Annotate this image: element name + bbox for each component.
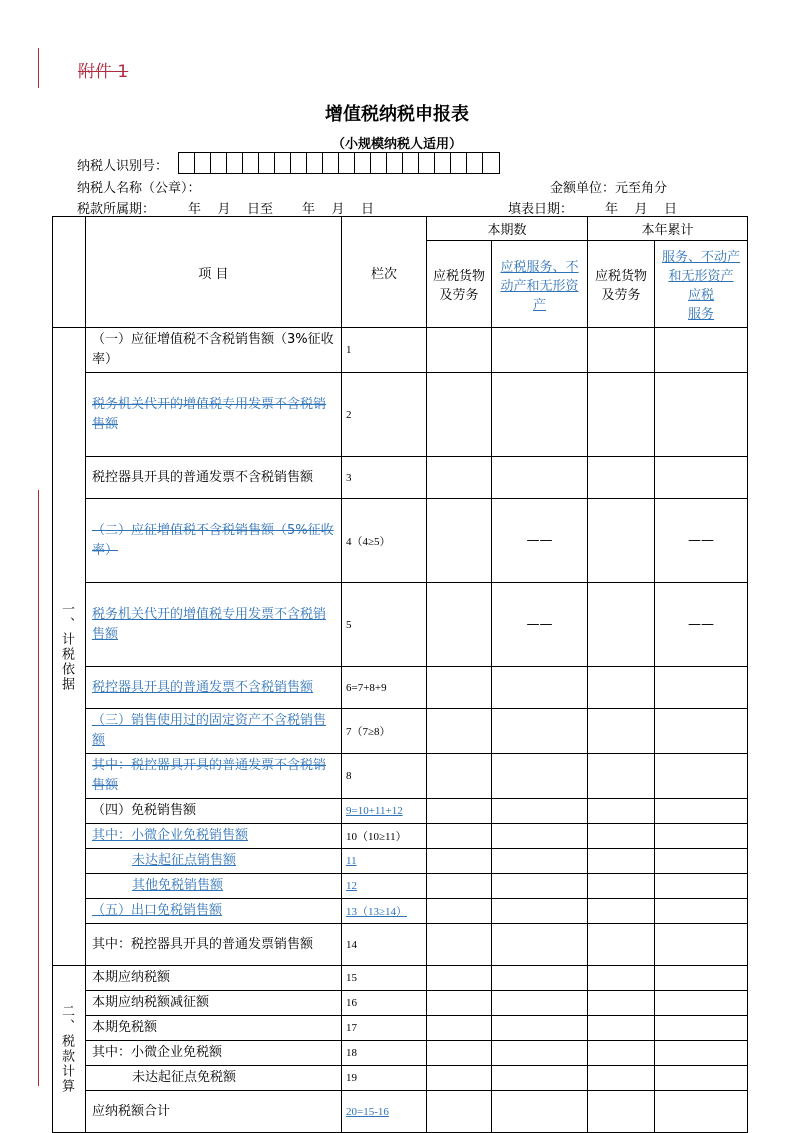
cell-13-b[interactable] — [492, 899, 588, 924]
cell-1-c[interactable] — [588, 328, 655, 373]
cell-2-c[interactable] — [588, 373, 655, 457]
cell-8-d[interactable] — [655, 754, 748, 799]
cell-11-b[interactable] — [492, 849, 588, 874]
row-item-3: 税控器具开具的普通发票不含税销售额 — [86, 457, 342, 499]
row-no-5: 5 — [342, 583, 427, 667]
cell-14-d[interactable] — [655, 924, 748, 966]
cell-16-c[interactable] — [588, 991, 655, 1016]
cell-2-d[interactable] — [655, 373, 748, 457]
section2-label: 二、税款计算 — [59, 1004, 74, 1094]
cell-4-c[interactable] — [588, 499, 655, 583]
dash-4-ytd: —— — [655, 499, 748, 583]
cell-19-c[interactable] — [588, 1066, 655, 1091]
cell-3-b[interactable] — [492, 457, 588, 499]
row-no-20: 20=15-16 — [342, 1091, 427, 1133]
row-no-14: 14 — [342, 924, 427, 966]
header-services-ytd: 服务、不动产和无形资产 应税 服务 — [655, 241, 748, 328]
cell-17-a[interactable] — [427, 1016, 492, 1041]
row-no-16: 16 — [342, 991, 427, 1016]
cell-1-a[interactable] — [427, 328, 492, 373]
margin-line-top — [38, 48, 39, 88]
header-services-current: 应税服务、不动产和无形资产 — [492, 241, 588, 328]
cell-2-a[interactable] — [427, 373, 492, 457]
cell-17-c[interactable] — [588, 1016, 655, 1041]
cell-19-b[interactable] — [492, 1066, 588, 1091]
section1-label: 一、计税依据 — [59, 601, 74, 692]
amount-unit: 金额单位：元至角分 — [550, 181, 668, 196]
cell-19-d[interactable] — [655, 1066, 748, 1091]
row-item-1: （一）应征增值税不含税销售额（3%征收率） — [86, 328, 342, 373]
fill-date-label: 填表日期： — [508, 202, 574, 217]
row-item-11: 未达起征点销售额 — [86, 849, 342, 874]
row-item-8: 其中：税控器具开具的普通发票不含税销售额 — [86, 754, 342, 799]
row-no-2: 2 — [342, 373, 427, 457]
cell-17-b[interactable] — [492, 1016, 588, 1041]
row-item-4: （二）应征增值税不含税销售额（5%征收率） — [86, 499, 342, 583]
row-item-6: 税控器具开具的普通发票不含税销售额 — [86, 667, 342, 709]
cell-1-b[interactable] — [492, 328, 588, 373]
row-no-1: 1 — [342, 328, 427, 373]
cell-18-c[interactable] — [588, 1041, 655, 1066]
row-no-8: 8 — [342, 754, 427, 799]
cell-15-c[interactable] — [588, 966, 655, 991]
cell-9-b[interactable] — [492, 799, 588, 824]
cell-16-a[interactable] — [427, 991, 492, 1016]
cell-14-c[interactable] — [588, 924, 655, 966]
cell-7-d[interactable] — [655, 709, 748, 754]
cell-9-c[interactable] — [588, 799, 655, 824]
cell-8-c[interactable] — [588, 754, 655, 799]
fill-date-value: 年 月 日 — [605, 202, 678, 217]
row-no-18: 18 — [342, 1041, 427, 1066]
row-no-7: 7（7≥8） — [342, 709, 427, 754]
row-item-10: 其中：小微企业免税销售额 — [86, 824, 342, 849]
cell-6-c[interactable] — [588, 667, 655, 709]
cell-17-d[interactable] — [655, 1016, 748, 1041]
header-goods-ytd: 应税货物及劳务 — [588, 241, 655, 328]
cell-14-b[interactable] — [492, 924, 588, 966]
cell-15-d[interactable] — [655, 966, 748, 991]
cell-5-a[interactable] — [427, 583, 492, 667]
header-column-no: 栏次 — [342, 217, 427, 328]
row-no-9: 9=10+11+12 — [342, 799, 427, 824]
row-no-15: 15 — [342, 966, 427, 991]
cell-6-b[interactable] — [492, 667, 588, 709]
cell-18-a[interactable] — [427, 1041, 492, 1066]
row-no-12: 12 — [342, 874, 427, 899]
row-item-17: 本期免税额 — [86, 1016, 342, 1041]
cell-13-a[interactable] — [427, 899, 492, 924]
cell-15-b[interactable] — [492, 966, 588, 991]
cell-20-d[interactable] — [655, 1091, 748, 1133]
cell-4-a[interactable] — [427, 499, 492, 583]
cell-19-a[interactable] — [427, 1066, 492, 1091]
cell-11-c[interactable] — [588, 849, 655, 874]
cell-20-b[interactable] — [492, 1091, 588, 1133]
cell-5-c[interactable] — [588, 583, 655, 667]
cell-7-b[interactable] — [492, 709, 588, 754]
header-goods-current: 应税货物及劳务 — [427, 241, 492, 328]
row-item-20: 应纳税额合计 — [86, 1091, 342, 1133]
header-year-to-date: 本年累计 — [588, 217, 748, 241]
row-item-19: 未达起征点免税额 — [86, 1066, 342, 1091]
cell-8-b[interactable] — [492, 754, 588, 799]
cell-13-d[interactable] — [655, 899, 748, 924]
row-item-13: （五）出口免税销售额 — [86, 899, 342, 924]
cell-3-d[interactable] — [655, 457, 748, 499]
section1-label-cell — [53, 328, 86, 966]
form-subtitle: （小规模纳税人适用） — [331, 137, 462, 152]
annex-label: 附件 1 — [78, 62, 129, 82]
row-no-10: 10（10≥11） — [342, 824, 427, 849]
cell-15-a[interactable] — [427, 966, 492, 991]
cell-3-a[interactable] — [427, 457, 492, 499]
cell-6-a[interactable] — [427, 667, 492, 709]
row-item-14: 其中：税控器具开具的普通发票销售额 — [86, 924, 342, 966]
row-no-3: 3 — [342, 457, 427, 499]
cell-18-d[interactable] — [655, 1041, 748, 1066]
row-no-17: 17 — [342, 1016, 427, 1041]
cell-9-a[interactable] — [427, 799, 492, 824]
cell-14-a[interactable] — [427, 924, 492, 966]
taxpayer-id-boxes[interactable] — [178, 152, 500, 174]
row-item-7: （三）销售使用过的固定资产不含税销售额 — [86, 709, 342, 754]
cell-3-c[interactable] — [588, 457, 655, 499]
cell-20-a[interactable] — [427, 1091, 492, 1133]
cell-18-b[interactable] — [492, 1041, 588, 1066]
cell-12-d[interactable] — [655, 874, 748, 899]
header-item: 项 目 — [86, 217, 342, 328]
cell-10-b[interactable] — [492, 824, 588, 849]
margin-line-bottom — [38, 490, 39, 1086]
row-no-11: 11 — [342, 849, 427, 874]
cell-12-b[interactable] — [492, 874, 588, 899]
row-item-2: 税务机关代开的增值税专用发票不含税销售额 — [86, 373, 342, 457]
period-label: 税款所属期： — [77, 202, 156, 217]
cell-2-b[interactable] — [492, 373, 588, 457]
row-no-13: 13（13≥14） — [342, 899, 427, 924]
row-no-6: 6=7+8+9 — [342, 667, 427, 709]
taxpayer-id-label: 纳税人识别号： — [77, 159, 169, 174]
cell-6-d[interactable] — [655, 667, 748, 709]
cell-10-a[interactable] — [427, 824, 492, 849]
form-title: 增值税纳税申报表 — [325, 104, 469, 125]
taxpayer-name-label: 纳税人名称（公章）： — [77, 181, 201, 196]
cell-13-c[interactable] — [588, 899, 655, 924]
row-no-19: 19 — [342, 1066, 427, 1091]
cell-16-b[interactable] — [492, 991, 588, 1016]
cell-7-c[interactable] — [588, 709, 655, 754]
declaration-table — [52, 216, 748, 1133]
row-item-16: 本期应纳税额减征额 — [86, 991, 342, 1016]
row-no-4: 4（4≥5） — [342, 499, 427, 583]
cell-10-d[interactable] — [655, 824, 748, 849]
cell-12-a[interactable] — [427, 874, 492, 899]
cell-10-c[interactable] — [588, 824, 655, 849]
cell-16-d[interactable] — [655, 991, 748, 1016]
row-item-12: 其他免税销售额 — [86, 874, 342, 899]
header-blank — [53, 217, 86, 328]
row-item-18: 其中：小微企业免税额 — [86, 1041, 342, 1066]
row-item-15: 本期应纳税额 — [86, 966, 342, 991]
header-current-period: 本期数 — [427, 217, 588, 241]
cell-11-d[interactable] — [655, 849, 748, 874]
cell-1-d[interactable] — [655, 328, 748, 373]
cell-20-c[interactable] — [588, 1091, 655, 1133]
cell-11-a[interactable] — [427, 849, 492, 874]
cell-12-c[interactable] — [588, 874, 655, 899]
cell-8-a[interactable] — [427, 754, 492, 799]
period-value: 年 月 日至 年 月 日 — [188, 202, 375, 217]
dash-5-current: —— — [492, 583, 588, 667]
dash-4-current: —— — [492, 499, 588, 583]
cell-9-d[interactable] — [655, 799, 748, 824]
row-item-5: 税务机关代开的增值税专用发票不含税销售额 — [86, 583, 342, 667]
section2-label-cell — [53, 966, 86, 1133]
cell-7-a[interactable] — [427, 709, 492, 754]
row-item-9: （四）免税销售额 — [86, 799, 342, 824]
dash-5-ytd: —— — [655, 583, 748, 667]
